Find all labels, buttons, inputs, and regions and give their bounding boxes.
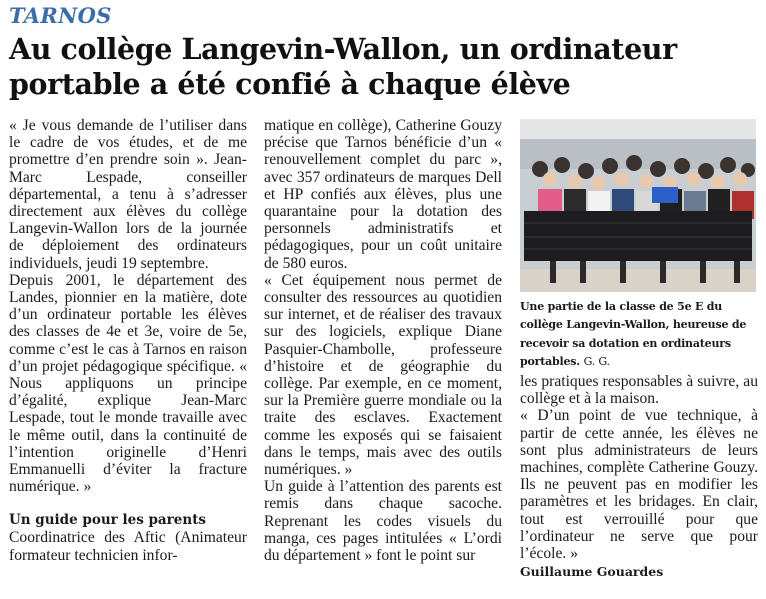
paragraph: « D’un point de vue technique, à partir de cette année, les élèves ne sont plus administrateurs de leurs machines, complète Catherine Gouzy. Ils ne peuvent pas en modifier les paramètres et les bridages. En clair, tout est verrouillé pour que l’ordinateur ne serve que pour l’école. » (520, 407, 758, 563)
paragraph: Coordinatrice des Aftic (Animateur formateur technicien infor- (9, 529, 247, 564)
class-photo-illustration (520, 119, 756, 292)
subheading: Un guide pour les parents (9, 512, 207, 529)
paragraph: les pratiques responsables à suivre, au collège et à la maison. (520, 373, 758, 408)
article-column-1 (9, 117, 247, 564)
paragraph: matique en collège), Catherine Gouzy précise que Tarnos bénéficie d’un « renouvellement complet du parc », avec 357 ordinateurs de marques Dell et HP confiés aux élèves, plus une quarantaine pour la dotation des personnels administratifs et pédagogiques, pour un coût unitaire de 580 euros. (264, 117, 502, 272)
author-signature: Guillaume Gouardes (520, 564, 664, 580)
section-kicker: TARNOS (9, 3, 112, 28)
article-photo (520, 119, 756, 292)
paragraph: Depuis 2001, le département des Landes, pionnier en la matière, dote d’un ordinateur portable les élèves des classes de 4e et 3e, voire de 5e, comme c’est le cas à Tarnos en raison d’un projet pédagogique spécifique. « Nous appliquons un principe d’égalité, explique Jean-Marc Lespade, tout le monde travaille avec le même outil, dans la continuité de l’intention originelle d’Henri Emmanuelli d’éviter la fracture numérique. » (9, 271, 247, 496)
paragraph: Un guide à l’attention des parents est remis dans chaque sacoche. Reprenant les codes visuels du manga, ces pages intitulées « L’ordi du département » font le point sur (264, 478, 502, 565)
paragraph: « Je vous demande de l’utiliser dans le cadre de vos études, et de me promettre d’en prendre soin ». Jean-Marc Lespade, conseiller départemental, a tenu à s’adresser directement aux élèves du collège Langevin-Wallon lors de la journée de déploiement des ordinateurs individuels, jeudi 19 septembre. (9, 117, 247, 272)
headline: Au collège Langevin-Wallon, un ordinateur portable a été confié à chaque élève (9, 32, 677, 101)
photo-credit: G. G. (583, 354, 610, 368)
paragraph: « Cet équipement nous permet de consulter des ressources au quotidien sur internet, et de réaliser des travaux sur des logiciels, explique Diane Pasquier-Chambolle, professeure d’histoire et de géographie du collège. Par exemple, en ce moment, sur la Première guerre mondiale ou la traite des esclaves. Exactement comme les exposés qui se faisaient dans le temps, mais avec des outils numériques. » (264, 271, 502, 479)
article-column-3 (520, 373, 758, 580)
caption-text: Une partie de la classe de 5e E du collège Langevin-Wallon, heureuse de recevoir sa dotation en ordinateurs portables. (520, 300, 747, 368)
article-column-2 (264, 117, 502, 564)
photo-caption (520, 298, 758, 371)
